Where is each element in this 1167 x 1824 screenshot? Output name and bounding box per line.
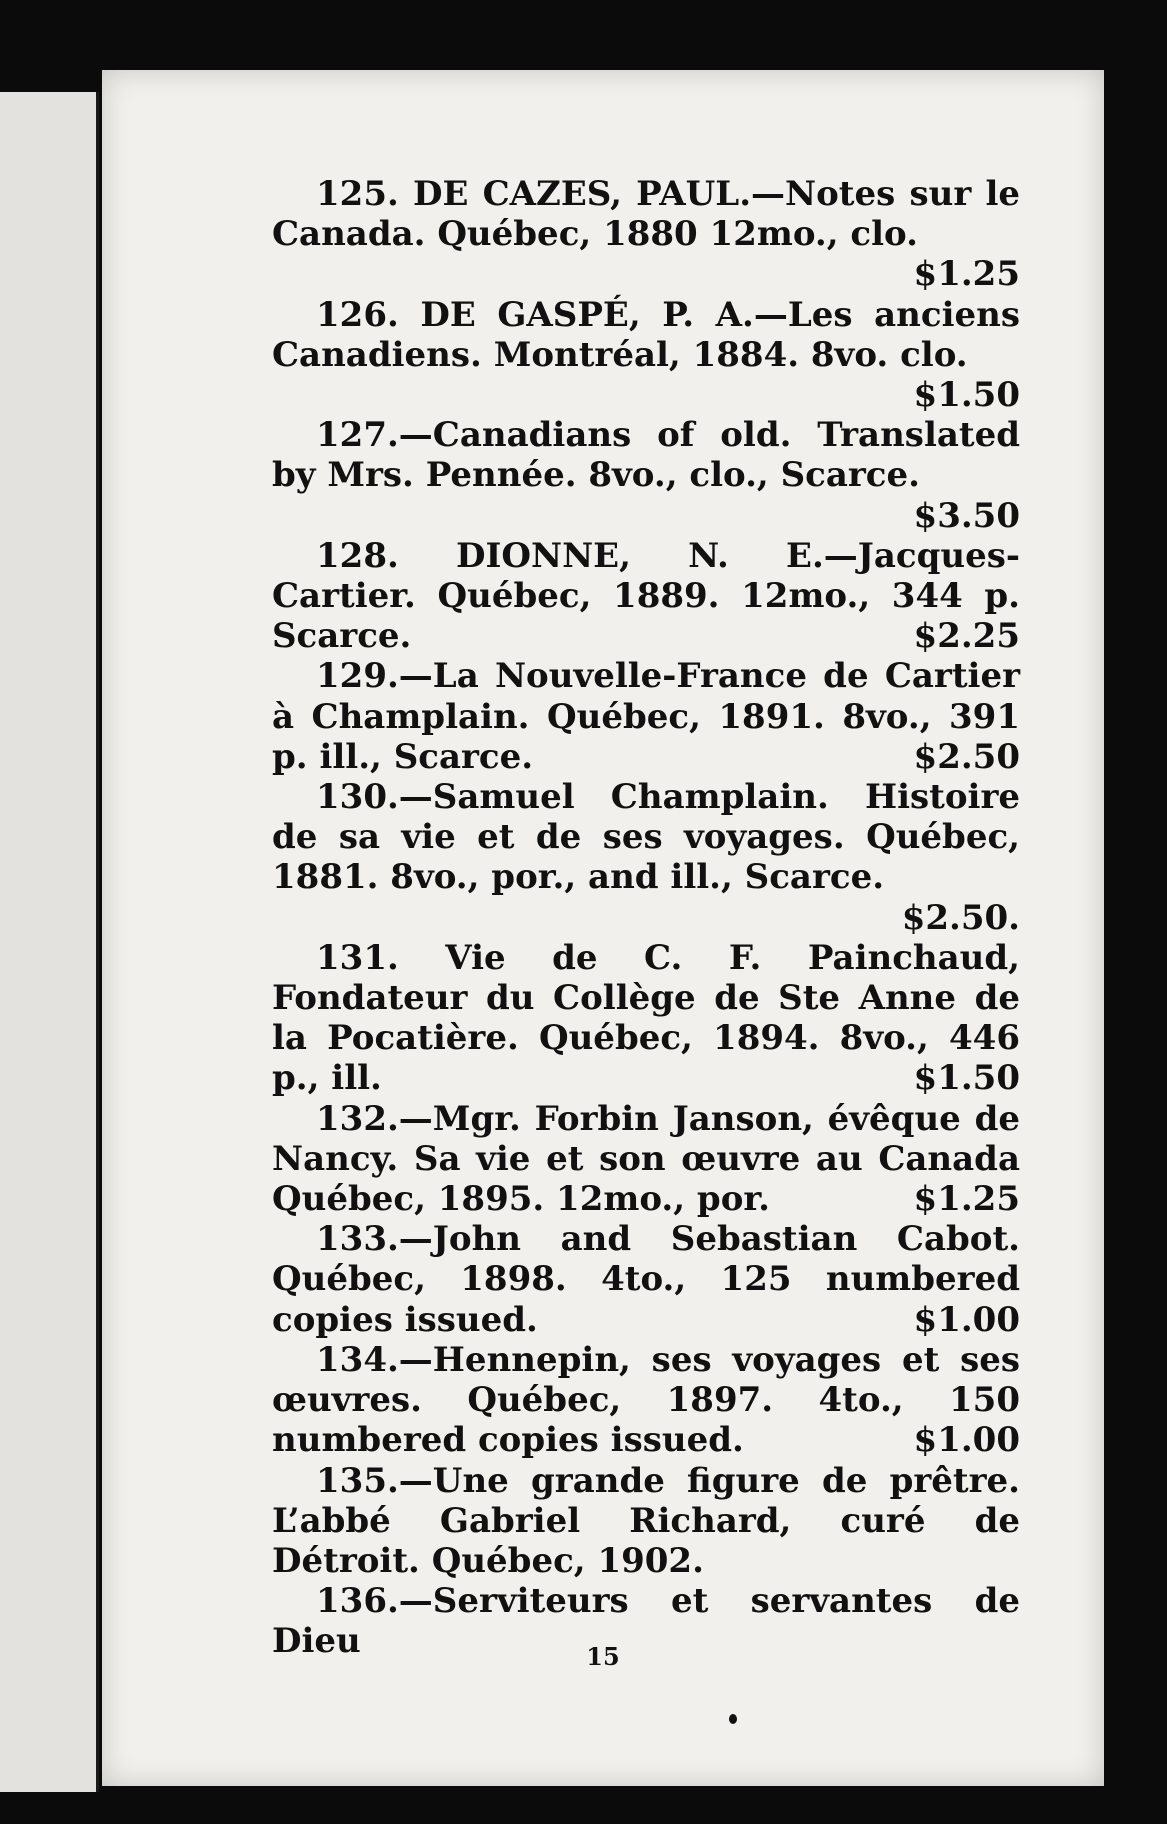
catalogue-entry-132 [272, 1099, 1020, 1220]
entry-text: 128. DIONNE, N. E.—Jacques-Cartier. Québec, 1889. 12mo., 344 p. Scarce. [272, 535, 1020, 657]
entry-text: 132.—Mgr. Forbin Janson, évêque de Nancy. Sa vie et son œuvre au Canada Québec, 1895. 12mo., por. [272, 1098, 1020, 1220]
page-number: 15 [586, 1642, 620, 1671]
entry-text: 133.—John and Sebastian Cabot. Québec, 1898. 4to., 125 numbered copies issued. [272, 1219, 1020, 1340]
entry-text: 134.—Hennepin, ses voyages et ses œuvres. Québec, 1897. 4to., 150 numbered copies issued. [272, 1339, 1020, 1461]
catalogue-entry-134 [272, 1340, 1020, 1461]
entry-price: $1.00 [913, 1420, 1020, 1461]
entry-price: $1.50 [913, 1058, 1020, 1099]
catalogue-entry-133 [272, 1219, 1020, 1340]
entry-price: $2.50. [901, 897, 1020, 938]
catalogue-entry-135 [272, 1461, 1020, 1582]
catalogue-entry-131 [272, 938, 1020, 1099]
entry-price: $1.00 [913, 1299, 1020, 1340]
catalogue-entry-129 [272, 656, 1020, 777]
entry-price: $3.50 [913, 495, 1020, 536]
entry-text: 131. Vie de C. F. Painchaud, Fondateur du Collège de Ste Anne de la Pocatière. Québec, 1894. 8vo., 446 p., ill. [272, 937, 1020, 1099]
entry-price: $2.25 [913, 616, 1020, 657]
catalogue-entry-128 [272, 536, 1020, 657]
entry-text: 126. DE GASPÉ, P. A.—Les anciens Canadiens. Montréal, 1884. 8vo. clo. [272, 294, 1020, 375]
entry-text: 127.—Canadians of old. Translated by Mrs. Pennée. 8vo., clo., Scarce. [272, 415, 1020, 496]
entry-text: 125. DE CAZES, PAUL.—Notes sur le Canada. Québec, 1880 12mo., clo. [272, 174, 1020, 255]
catalogue-entry-125 [272, 174, 1020, 295]
facing-page-edge [0, 92, 99, 1792]
entry-price: $1.25 [913, 254, 1020, 295]
catalogue-entry-127 [272, 415, 1020, 536]
entry-text: 130.—Samuel Champlain. Histoire de sa vie et de ses voyages. Québec, 1881. 8vo., por., and ill., Scarce. [272, 777, 1020, 898]
entry-text: 135.—Une grande figure de prêtre. L’abbé Gabriel Richard, curé de Détroit. Québec, 1902. [272, 1460, 1020, 1581]
ink-speck [729, 1714, 737, 1724]
catalogue-text [272, 174, 1020, 1662]
entry-text: 136.—Serviteurs et servantes de Dieu [272, 1581, 1020, 1662]
entry-price: $2.50 [913, 736, 1020, 777]
entry-price: $1.50 [913, 375, 1020, 416]
book-page [102, 70, 1104, 1786]
catalogue-entry-130 [272, 777, 1020, 938]
entry-text: 129.—La Nouvelle-France de Cartier à Champlain. Québec, 1891. 8vo., 391 p. ill., Scarce. [272, 656, 1020, 777]
catalogue-entry-126 [272, 295, 1020, 416]
entry-price: $1.25 [913, 1179, 1020, 1220]
